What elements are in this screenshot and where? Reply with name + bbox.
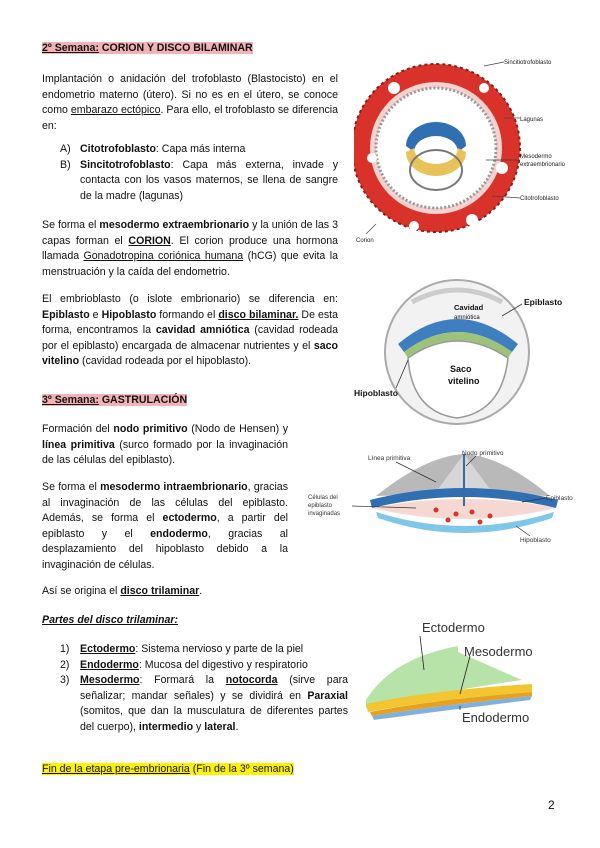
- list-item: B) Sincitotrofoblasto: Capa más externa, invade y contacta con los vasos maternos, se llena de sangre de la madre (lagunas): [60, 158, 338, 202]
- label-hipoblasto-3: Hipoblasto: [520, 537, 551, 544]
- label-cavidad: Cavidad: [454, 303, 484, 312]
- label-epiblasto: Epiblasto: [524, 297, 563, 307]
- label-celulas: Células del: [308, 495, 338, 501]
- label-linea: Línea primitiva: [368, 455, 411, 462]
- end-note: Fin de la etapa pre-embrionaria (Fin de la 3º semana): [42, 763, 294, 775]
- figure-bilaminar: [352, 272, 588, 432]
- label-amniotica: amniótica: [454, 315, 480, 321]
- trophoblast-list: [42, 142, 338, 204]
- heading-week3-label: 3º Semana:: [42, 394, 99, 406]
- week2-paragraph-1: Implantación o anidación del trofoblasto (Blastocisto) en el endometrio materno (útero). Si no es en el útero, se conoce como embarazo ectópico. Para ello, el trofoblasto se diferencia en:: [42, 73, 338, 132]
- label-saco: Saco: [450, 364, 472, 374]
- figure-trilaminar: [362, 618, 562, 730]
- list-item: 3) Mesodermo: Formará la notocorda (sirve para señalizar; mandar señales) y se dividirá en Paraxial (somitos, que dan la musculatura de diferentes partes del cuerpo), intermedio y lateral.: [60, 674, 349, 733]
- label-vitelino: vitelino: [448, 376, 480, 386]
- heading-week2-title: CORION Y DISCO BILAMINAR: [98, 42, 253, 54]
- figure-corion: [354, 48, 584, 248]
- label-celulas-epiblasto: epiblasto: [308, 503, 333, 509]
- label-epiblasto-3: Epiblasto: [546, 495, 573, 502]
- week3-paragraph-2: Se forma el mesodermo intraembrionario, gracias al invaginación de las células del epiblasto. Además, se forma el ectodermo, a partir del epiblasto y el endodermo, gracias al desplazamiento del hipoblasto debido a la invaginación de células.: [42, 481, 288, 571]
- week3-paragraph-3: Así se origina el disco trilaminar.: [42, 585, 203, 597]
- page-number: 2: [548, 798, 555, 812]
- label-mesodermo-4: Mesodermo: [464, 644, 533, 659]
- list-item: 2) Endodermo: Mucosa del digestivo y respiratorio: [60, 658, 308, 671]
- label-sincitio: Sincitiotrofoblasto: [504, 60, 552, 66]
- heading-week3-title: GASTRULACIÓN: [98, 394, 188, 406]
- week2-paragraph-2: Se forma el mesodermo extraembrionario y la unión de las 3 capas forman el CORION. El corion produce una hormona llamada Gonadotropina coriónica humana (hCG) que evita la menstruación y la caída del endometrio.: [42, 219, 338, 278]
- label-hipoblasto: Hipoblasto: [354, 388, 398, 398]
- list-item: 1) Ectodermo: Sistema nervioso y parte de la piel: [60, 643, 304, 655]
- label-endodermo: Endodermo: [462, 710, 530, 725]
- label-celulas-invaginadas: invaginadas: [308, 511, 341, 517]
- label-corion: Corion: [356, 238, 374, 244]
- label-citotrofoblasto: Citotrofoblasto: [520, 196, 559, 202]
- label-ectodermo: Ectodermo: [422, 620, 485, 635]
- figure-gastrulacion: [306, 446, 590, 556]
- heading-week3: [42, 394, 187, 406]
- label-extraembrionario: extraembrionario: [520, 162, 566, 168]
- link-ectopic: embarazo ectópico: [70, 104, 161, 117]
- parts-list: [42, 642, 348, 736]
- label-nodo: Nodo primitivo: [462, 450, 504, 457]
- heading-week2-label: 2º Semana:: [42, 42, 99, 54]
- label-mesodermo: Mesodermo: [520, 154, 552, 160]
- parts-title: Partes del disco trilaminar:: [42, 614, 179, 626]
- label-lagunas: Lagunas: [520, 117, 544, 123]
- week3-paragraph-1: Formación del nodo primitivo (Nodo de Hensen) y línea primitiva (surco formado por la invaginación de las células del epiblasto).: [42, 423, 289, 467]
- heading-week2: [42, 42, 253, 54]
- list-item: A) Citotrofoblasto: Capa más interna: [60, 143, 246, 155]
- week2-paragraph-3: El embrioblasto (o islote embrionario) se diferencia en: Epiblasto e Hipoblasto formando el disco bilaminar. De esta forma, encontramos la cavidad amniótica (cavidad rodeada por el epiblasto) encargada de almacenar nutrientes y el saco vitelino (cavidad rodeada por el hipoblasto).: [42, 293, 338, 368]
